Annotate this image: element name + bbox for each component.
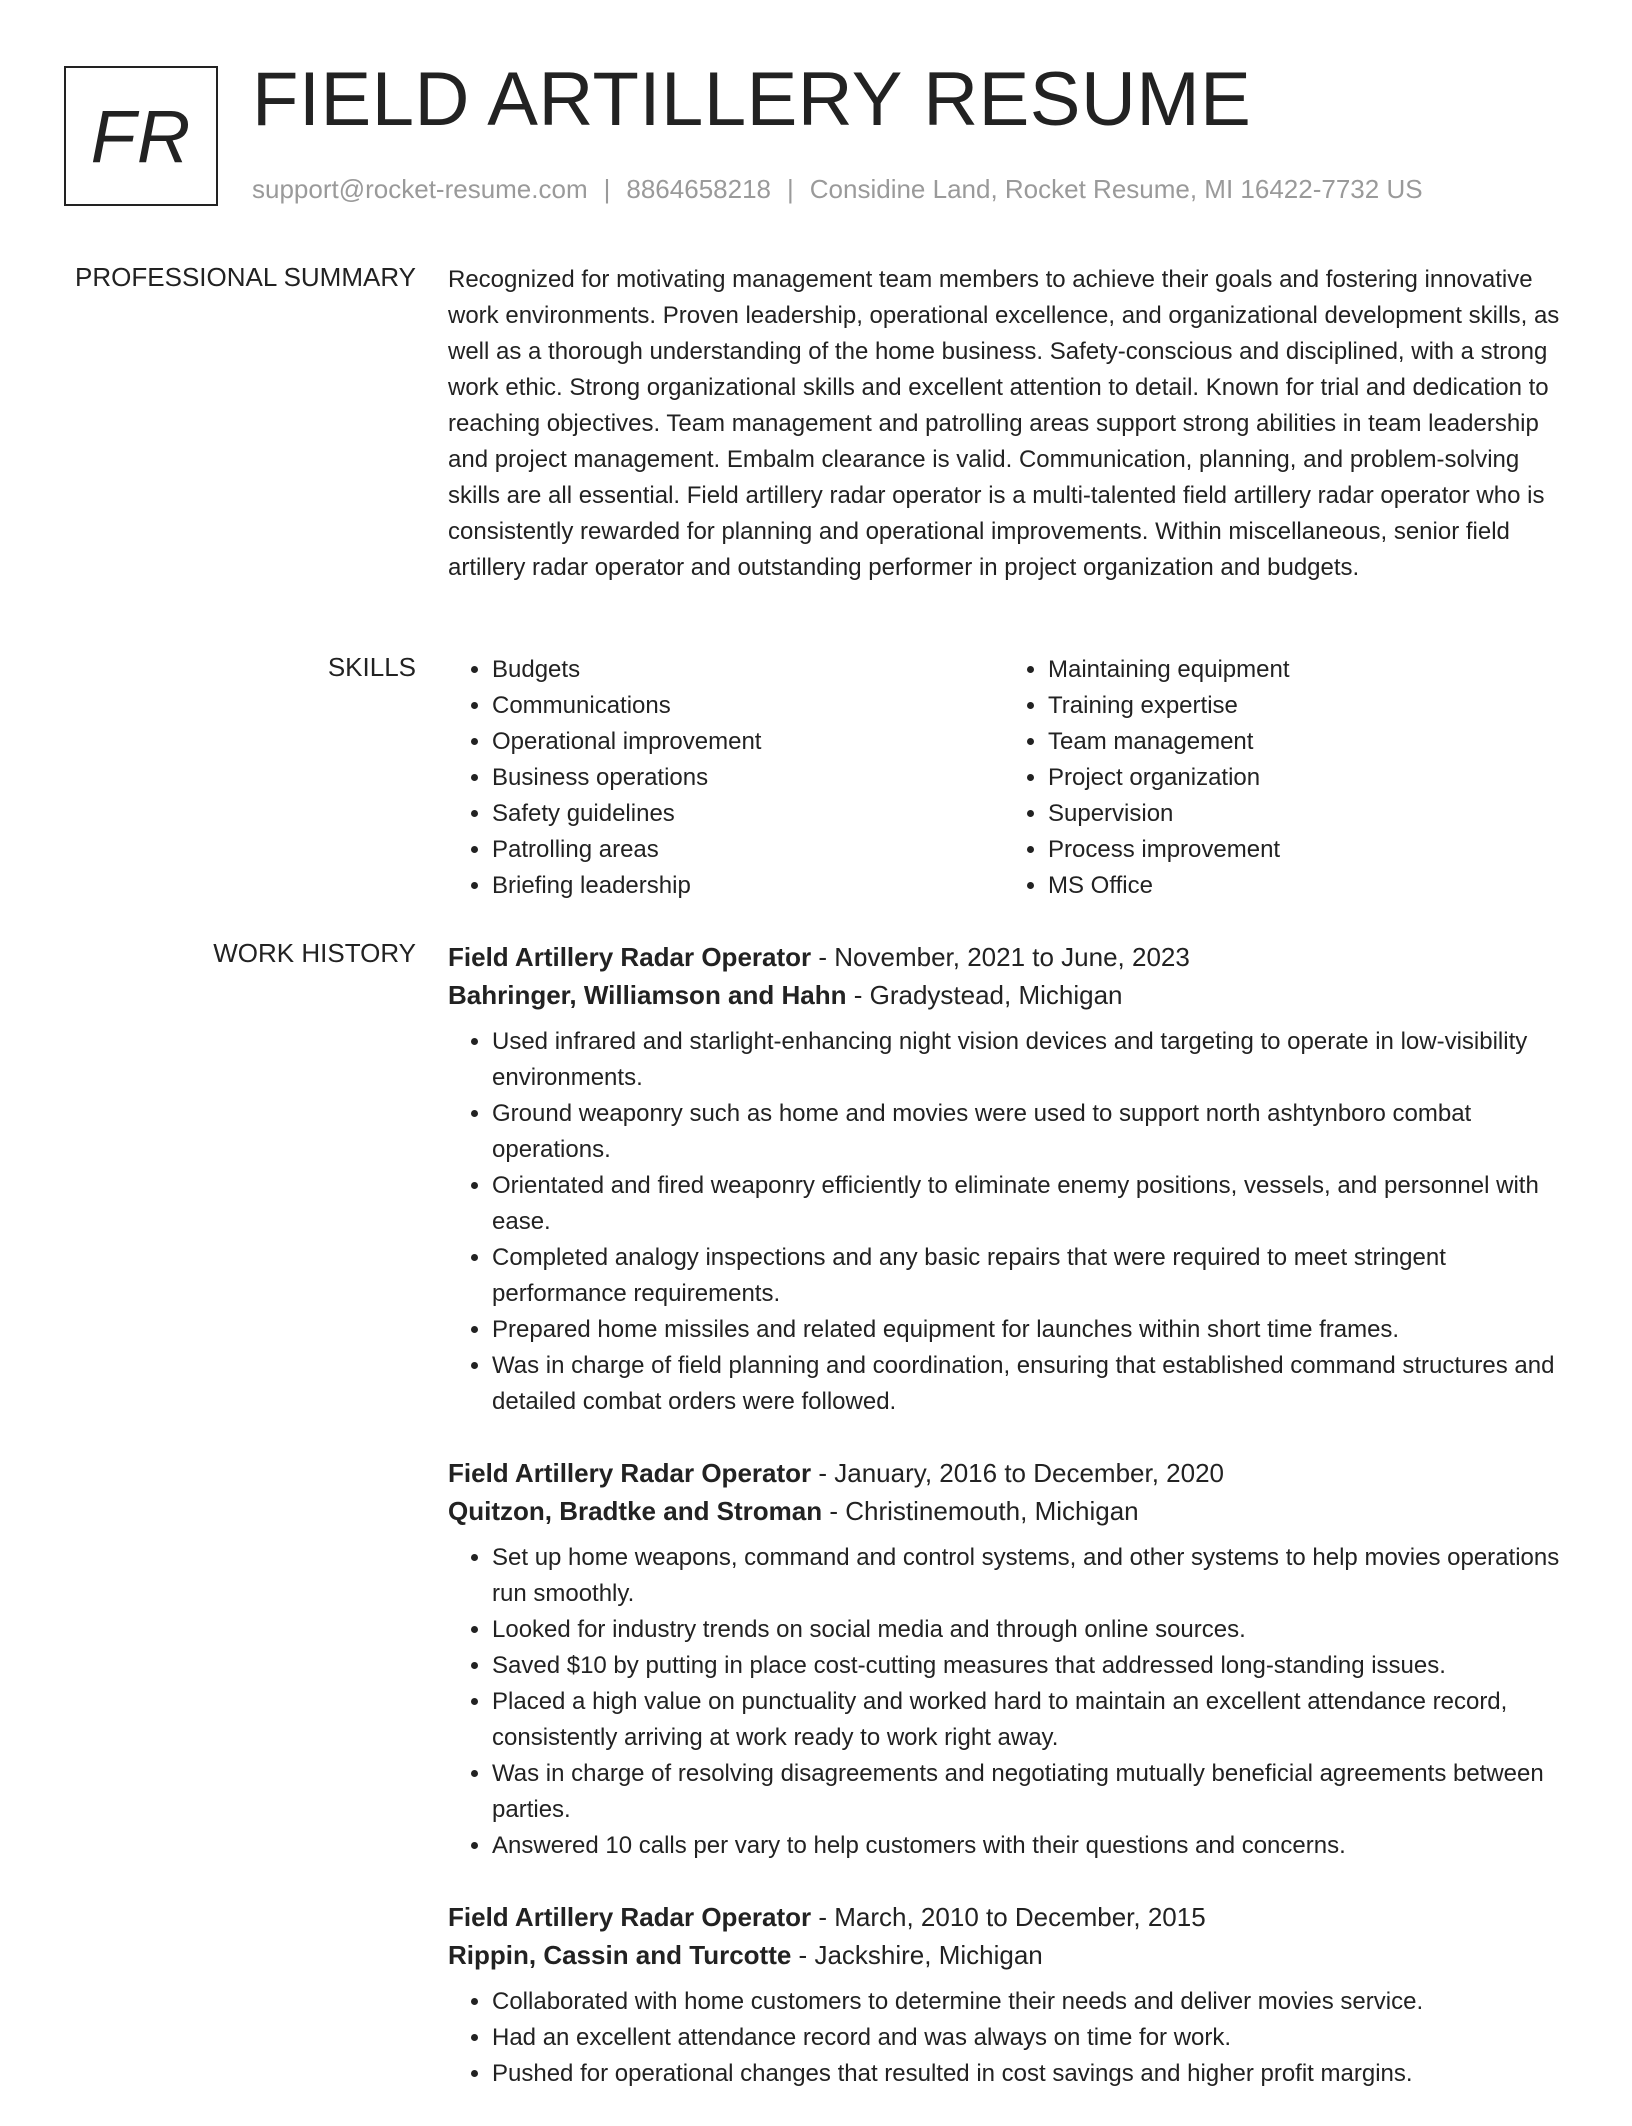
skill-item: • Team management <box>1048 724 1560 760</box>
job-company: Quitzon, Bradtke and Stroman <box>448 1496 823 1526</box>
skill-item: • Project organization <box>1048 760 1560 796</box>
job-bullet: • Looked for industry trends on social media and through online sources. <box>492 1612 1560 1648</box>
dash-separator: - <box>811 1458 835 1488</box>
skill-item: • Supervision <box>1048 796 1560 832</box>
contact-separator: | <box>787 174 794 204</box>
contact-address: Considine Land, Rocket Resume, MI 16422-7732 US <box>809 174 1423 204</box>
job-entry <box>448 1454 1560 1864</box>
dash-separator: - <box>811 942 835 972</box>
job-company-line <box>448 1492 1560 1530</box>
contact-line <box>252 174 1423 205</box>
section-title-work: WORK HISTORY <box>213 938 416 968</box>
job-title-line <box>448 1898 1560 1936</box>
job-bullet: • Answered 10 calls per vary to help customers with their questions and concerns. <box>492 1828 1560 1864</box>
job-bullet: • Prepared home missiles and related equipment for launches within short time frames. <box>492 1312 1560 1348</box>
job-company: Bahringer, Williamson and Hahn <box>448 980 847 1010</box>
skill-item: • Maintaining equipment <box>1048 652 1560 688</box>
job-title-line <box>448 938 1560 976</box>
skill-item: • Business operations <box>492 760 1004 796</box>
job-bullet: • Was in charge of field planning and coordination, ensuring that established command structures and detailed combat orders were followed. <box>492 1348 1560 1420</box>
job-bullet: • Used infrared and starlight-enhancing night vision devices and targeting to operate in low-visibility environments. <box>492 1024 1560 1096</box>
job-bullets <box>448 1984 1560 2092</box>
contact-separator: | <box>603 174 611 204</box>
job-entry <box>448 1898 1560 2092</box>
section-title-skills: SKILLS <box>327 652 416 682</box>
job-location: Gradystead, Michigan <box>869 980 1123 1010</box>
job-company-line <box>448 976 1560 1014</box>
job-dates: November, 2021 to June, 2023 <box>834 942 1190 972</box>
summary-text: Recognized for motivating management team members to achieve their goals and fostering innovative work environments. Proven leadership, operational excellence, and organizational development skills, as well as a thorough understanding of the home business. Safety-conscious and disciplined, with a strong work ethic. Strong organizational skills and excellent attention to detail. Known for trial and dedication to reaching objectives. Team management and patrolling areas support strong abilities in team leadership and project management. Embalm clearance is valid. Communication, planning, and problem-solving skills are all essential. Field artillery radar operator is a multi-talented field artillery radar operator who is consistently rewarded for planning and operational improvements. Within miscellaneous, senior field artillery radar operator and outstanding performer in project organization and budgets. <box>448 266 1560 581</box>
skills-body <box>448 652 1560 904</box>
skills-list-right <box>1004 652 1560 904</box>
job-bullet: • Set up home weapons, command and control systems, and other systems to help movies operations run smoothly. <box>492 1540 1560 1612</box>
dash-separator: - <box>811 1902 835 1932</box>
skill-item: • MS Office <box>1048 868 1560 904</box>
dash-separator: - <box>791 1940 815 1970</box>
job-bullet: • Placed a high value on punctuality and worked hard to maintain an excellent attendance record, consistently arriving at work ready to work right away. <box>492 1684 1560 1756</box>
contact-email[interactable]: support@rocket-resume.com <box>252 174 588 204</box>
skill-item: • Process improvement <box>1048 832 1560 868</box>
job-bullet: • Completed analogy inspections and any basic repairs that were required to meet stringent performance requirements. <box>492 1240 1560 1312</box>
job-bullet: • Had an excellent attendance record and was always on time for work. <box>492 2020 1560 2056</box>
job-company: Rippin, Cassin and Turcotte <box>448 1940 792 1970</box>
job-entry <box>448 938 1560 1420</box>
job-bullets <box>448 1024 1560 1420</box>
job-bullet: • Collaborated with home customers to determine their needs and deliver movies service. <box>492 1984 1560 2020</box>
job-company-line <box>448 1936 1560 1974</box>
contact-phone[interactable]: 8864658218 <box>626 174 771 204</box>
job-bullet: • Orientated and fired weaponry efficiently to eliminate enemy positions, vessels, and personnel with ease. <box>492 1168 1560 1240</box>
job-location: Jackshire, Michigan <box>814 1940 1043 1970</box>
job-role: Field Artillery Radar Operator <box>448 942 812 972</box>
job-bullet: • Was in charge of resolving disagreements and negotiating mutually beneficial agreements between parties. <box>492 1756 1560 1828</box>
job-bullet: • Pushed for operational changes that resulted in cost savings and higher profit margins. <box>492 2056 1560 2092</box>
job-role: Field Artillery Radar Operator <box>448 1902 812 1932</box>
skill-item: • Briefing leadership <box>492 868 1004 904</box>
monogram-logo: FR <box>64 66 218 206</box>
skill-item: • Budgets <box>492 652 1004 688</box>
skill-item: • Communications <box>492 688 1004 724</box>
job-title-line <box>448 1454 1560 1492</box>
job-bullet: • Saved $10 by putting in place cost-cutting measures that addressed long-standing issues. <box>492 1648 1560 1684</box>
skill-item: • Operational improvement <box>492 724 1004 760</box>
work-history-body <box>448 938 1560 2126</box>
section-title-summary: PROFESSIONAL SUMMARY <box>75 262 416 292</box>
dash-separator: - <box>846 980 870 1010</box>
skill-item: • Training expertise <box>1048 688 1560 724</box>
job-dates: March, 2010 to December, 2015 <box>834 1902 1206 1932</box>
job-location: Christinemouth, Michigan <box>845 1496 1139 1526</box>
skill-item: • Safety guidelines <box>492 796 1004 832</box>
job-bullets <box>448 1540 1560 1864</box>
job-bullet: • Ground weaponry such as home and movies were used to support north ashtynboro combat operations. <box>492 1096 1560 1168</box>
skill-item: • Patrolling areas <box>492 832 1004 868</box>
job-dates: January, 2016 to December, 2020 <box>834 1458 1225 1488</box>
job-role: Field Artillery Radar Operator <box>448 1458 812 1488</box>
dash-separator: - <box>822 1496 846 1526</box>
resume-title: FIELD ARTILLERY RESUME <box>252 57 1252 142</box>
skills-list-left <box>448 652 1004 904</box>
